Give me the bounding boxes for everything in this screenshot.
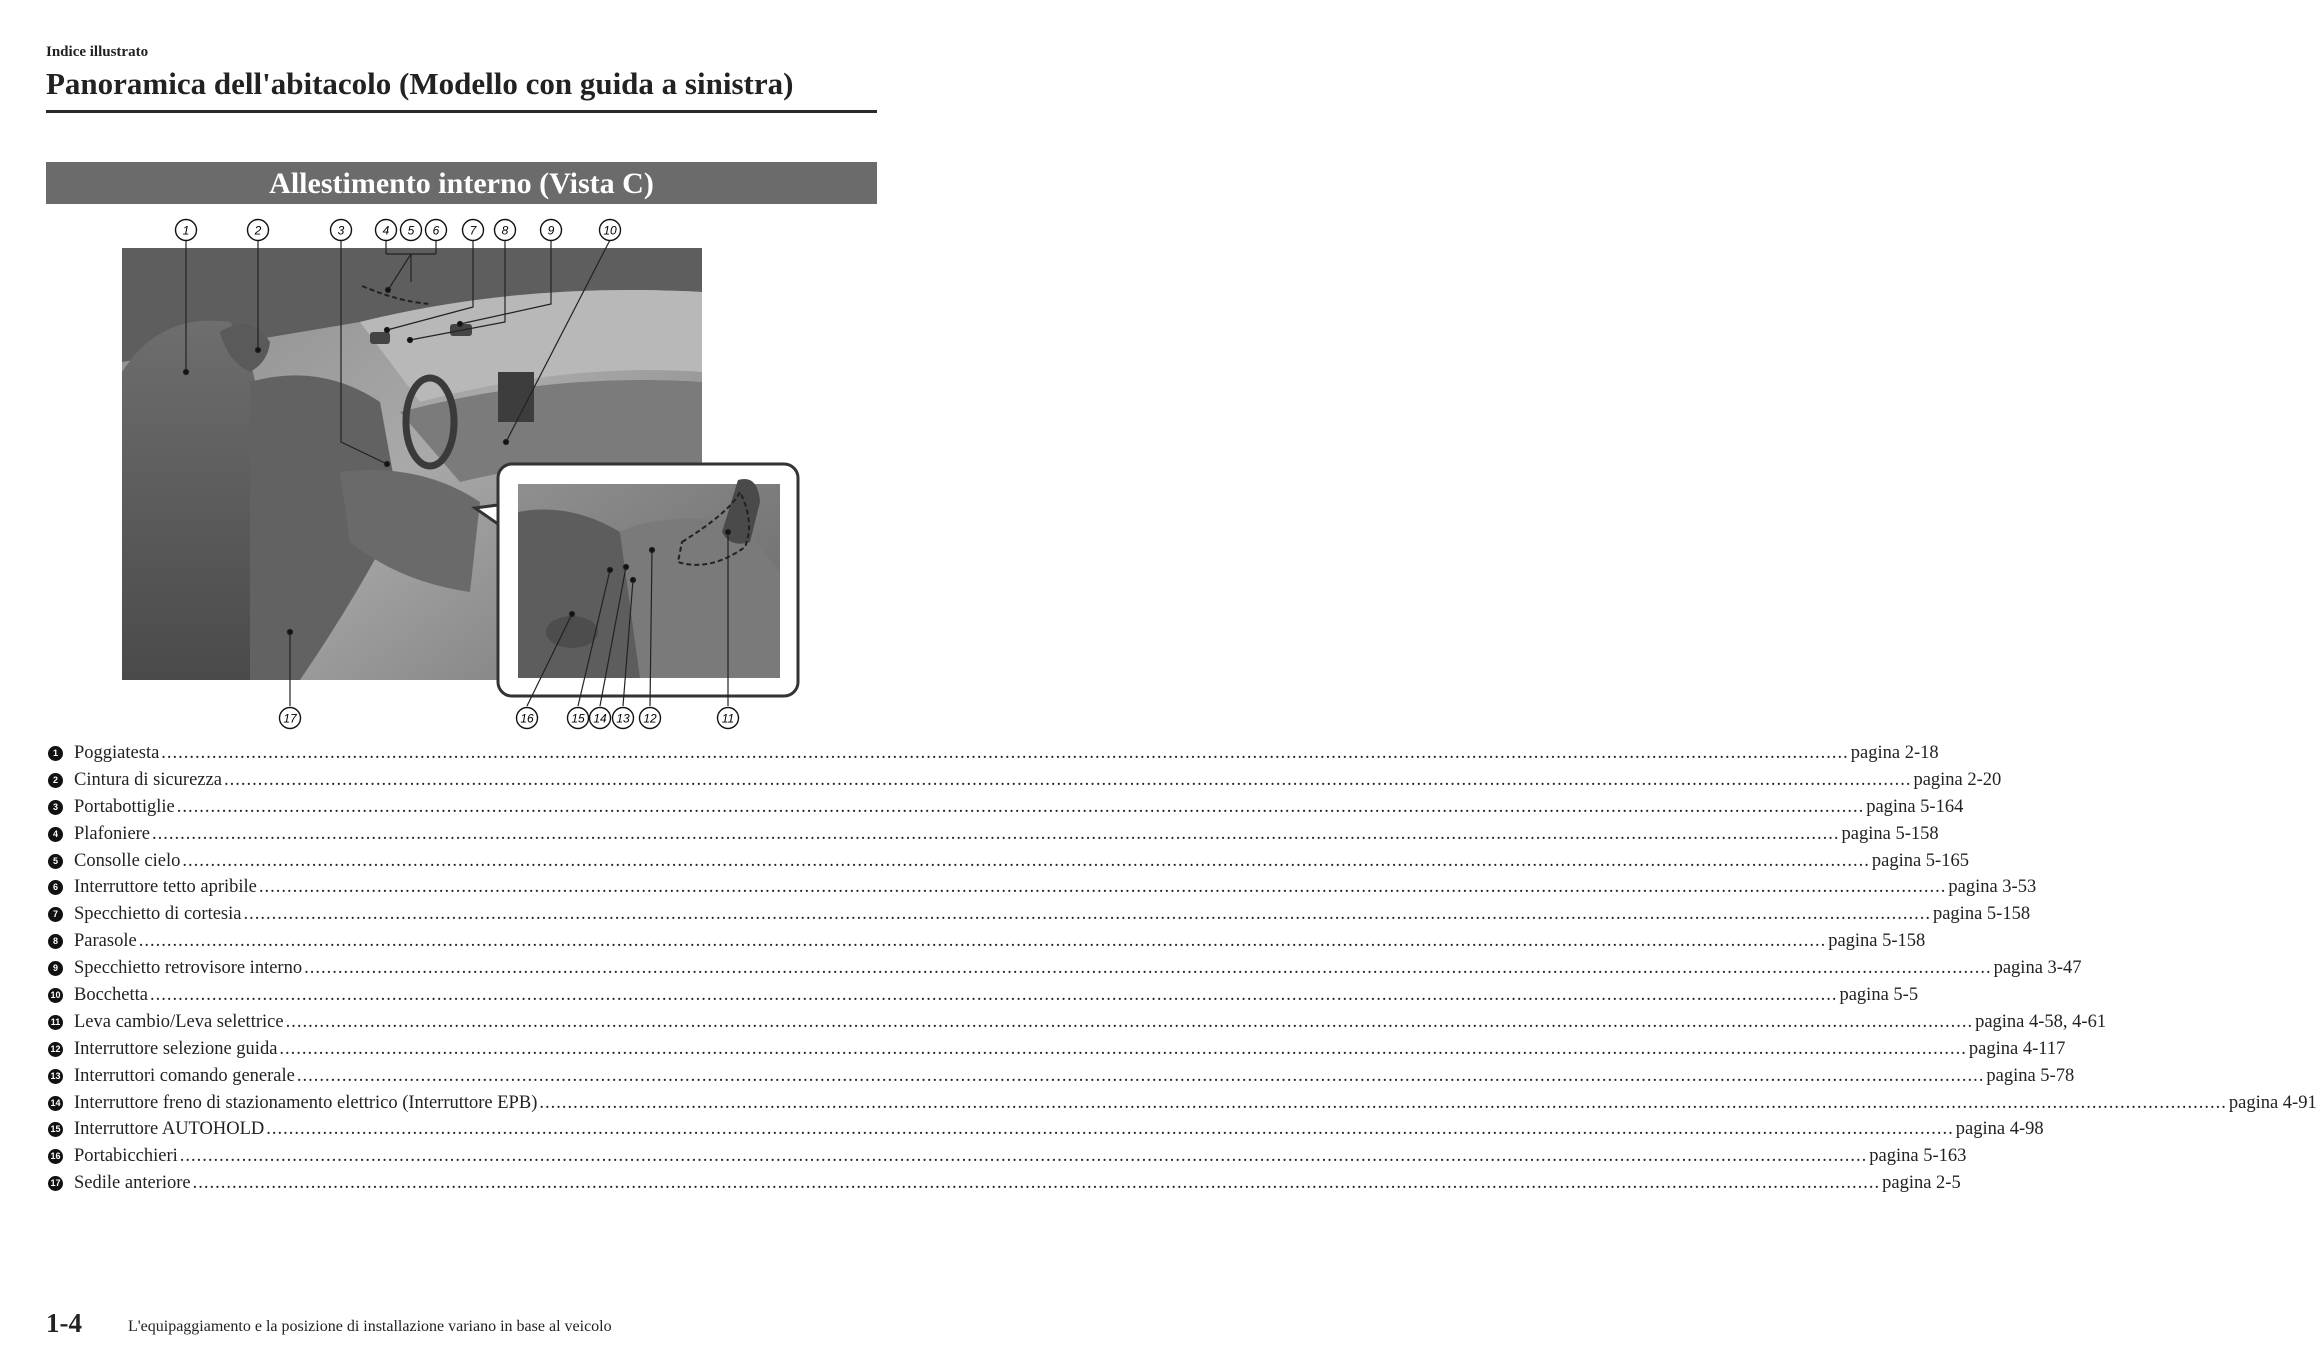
legend-item bbox=[46, 740, 1939, 767]
page-reference: pagina 5-164 bbox=[1866, 796, 1964, 817]
dot-leader: ............................................................................................................................................................................................................................................................................................................ bbox=[223, 769, 1912, 790]
legend-item bbox=[46, 1090, 2317, 1117]
callout-number-badge: 3 bbox=[48, 800, 63, 815]
callout-marker bbox=[718, 708, 739, 729]
section-label: Indice illustrato bbox=[46, 44, 149, 60]
legend-item bbox=[46, 1170, 1961, 1197]
legend-entry bbox=[74, 874, 2037, 901]
dot-leader: ............................................................................................................................................................................................................................................................................................................ bbox=[149, 985, 1838, 1006]
section-banner: Allestimento interno (Vista C) bbox=[46, 162, 877, 204]
legend-label: Consolle cielo bbox=[74, 850, 181, 871]
callout-number-badge: 11 bbox=[48, 1015, 63, 1030]
legend-label: Interruttori comando generale bbox=[74, 1065, 295, 1086]
callout-marker bbox=[463, 220, 484, 241]
page-reference: pagina 5-163 bbox=[1869, 1146, 1967, 1167]
page-reference: pagina 4-58, 4-61 bbox=[1975, 1011, 2107, 1032]
legend-entry bbox=[74, 794, 1964, 821]
callout-number-badge: 15 bbox=[48, 1122, 63, 1137]
dot-leader: ............................................................................................................................................................................................................................................................................................................ bbox=[138, 931, 1827, 952]
callout-number-badge: 8 bbox=[48, 934, 63, 949]
callout-number: 3 bbox=[337, 223, 345, 238]
callout-number-badge: 4 bbox=[48, 827, 63, 842]
dot-leader: ............................................................................................................................................................................................................................................................................................................ bbox=[539, 1092, 2227, 1113]
callout-number: 6 bbox=[432, 223, 440, 238]
dot-leader: ............................................................................................................................................................................................................................................................................................................ bbox=[285, 1011, 1974, 1032]
dot-leader: ............................................................................................................................................................................................................................................................................................................ bbox=[179, 1146, 1868, 1167]
callout-number-badge: 16 bbox=[48, 1149, 63, 1164]
callout-number: 9 bbox=[547, 223, 555, 238]
legend-entry bbox=[74, 821, 1939, 848]
callout-number: 15 bbox=[571, 711, 585, 726]
callout-number: 13 bbox=[616, 711, 630, 726]
legend-label: Interruttore tetto apribile bbox=[74, 877, 257, 898]
legend-entry bbox=[74, 955, 2082, 982]
legend-label: Portabicchieri bbox=[74, 1146, 178, 1167]
callout-marker bbox=[517, 708, 538, 729]
callout-marker bbox=[280, 708, 301, 729]
legend-entry bbox=[74, 982, 1919, 1009]
page-reference: pagina 2-20 bbox=[1913, 769, 2002, 790]
legend-list bbox=[46, 740, 2317, 1197]
callout-number: 5 bbox=[407, 223, 415, 238]
callout-number: 16 bbox=[520, 711, 534, 726]
legend-item bbox=[46, 1143, 1967, 1170]
callout-number-badge: 1 bbox=[48, 746, 63, 761]
legend-item bbox=[46, 901, 2031, 928]
legend-entry bbox=[74, 1036, 2066, 1063]
callout-number-badge: 17 bbox=[48, 1176, 63, 1191]
legend-item bbox=[46, 794, 1964, 821]
page-title: Panoramica dell'abitacolo (Modello con guida a sinistra) bbox=[46, 66, 794, 101]
dot-leader: ............................................................................................................................................................................................................................................................................................................ bbox=[176, 796, 1865, 817]
legend-entry bbox=[74, 767, 2002, 794]
dot-leader: ............................................................................................................................................................................................................................................................................................................ bbox=[304, 958, 1992, 979]
page-reference: pagina 3-47 bbox=[1993, 958, 2082, 979]
legend-entry bbox=[74, 1090, 2317, 1117]
dot-leader: ............................................................................................................................................................................................................................................................................................................ bbox=[279, 1038, 1967, 1059]
legend-label: Cintura di sicurezza bbox=[74, 769, 222, 790]
page-reference: pagina 5-158 bbox=[1828, 931, 1926, 952]
legend-item bbox=[46, 982, 1919, 1009]
dot-leader: ............................................................................................................................................................................................................................................................................................................ bbox=[243, 904, 1931, 925]
legend-item bbox=[46, 1009, 2107, 1036]
dot-leader: ............................................................................................................................................................................................................................................................................................................ bbox=[258, 877, 1947, 898]
page-reference: pagina 5-78 bbox=[1986, 1065, 2075, 1086]
legend-item bbox=[46, 848, 1969, 875]
legend-label: Plafoniere bbox=[74, 823, 151, 844]
legend-item bbox=[46, 1036, 2066, 1063]
callout-marker bbox=[590, 708, 611, 729]
page-number: 1-4 bbox=[46, 1308, 82, 1338]
callout-marker bbox=[495, 220, 516, 241]
callout-marker bbox=[248, 220, 269, 241]
callout-number: 7 bbox=[469, 223, 477, 238]
legend-label: Interruttore AUTOHOLD bbox=[74, 1119, 265, 1140]
page-reference: pagina 4-91 bbox=[2228, 1092, 2317, 1113]
legend-item bbox=[46, 1116, 2044, 1143]
dot-leader: ............................................................................................................................................................................................................................................................................................................ bbox=[182, 850, 1870, 871]
callout-marker bbox=[401, 220, 422, 241]
page-reference: pagina 5-158 bbox=[1841, 823, 1939, 844]
callout-number-badge: 12 bbox=[48, 1042, 63, 1057]
callout-number: 4 bbox=[382, 223, 390, 238]
callout-marker bbox=[541, 220, 562, 241]
legend-item bbox=[46, 1063, 2075, 1090]
callout-number: 2 bbox=[254, 223, 262, 238]
callout-marker bbox=[376, 220, 397, 241]
page-reference: pagina 2-18 bbox=[1850, 743, 1939, 763]
callout-number-badge: 13 bbox=[48, 1069, 63, 1084]
legend-label: Bocchetta bbox=[74, 985, 148, 1006]
legend-entry bbox=[74, 1116, 2044, 1143]
legend-entry bbox=[74, 1009, 2107, 1036]
console-inset bbox=[475, 464, 798, 696]
callout-marker bbox=[331, 220, 352, 241]
legend-label: Specchietto retrovisore interno bbox=[74, 958, 303, 979]
callout-marker bbox=[613, 708, 634, 729]
callout-marker bbox=[640, 708, 661, 729]
legend-entry bbox=[74, 928, 1926, 955]
dot-leader: ............................................................................................................................................................................................................................................................................................................ bbox=[161, 743, 1849, 763]
dot-leader: ............................................................................................................................................................................................................................................................................................................ bbox=[192, 1173, 1881, 1194]
callout-marker bbox=[568, 708, 589, 729]
legend-entry bbox=[74, 1170, 1961, 1197]
callout-number: 10 bbox=[603, 223, 617, 238]
legend-label: Interruttore freno di stazionamento elettrico (Interruttore EPB) bbox=[74, 1092, 538, 1113]
legend-label: Parasole bbox=[74, 931, 137, 952]
interior-illustration bbox=[100, 212, 840, 742]
callout-number-badge: 5 bbox=[48, 854, 63, 869]
callout-number: 17 bbox=[283, 711, 297, 726]
callout-number-badge: 9 bbox=[48, 961, 63, 976]
callout-number-badge: 7 bbox=[48, 907, 63, 922]
legend-item bbox=[46, 821, 1939, 848]
legend-entry bbox=[74, 740, 1939, 767]
legend-label: Leva cambio/Leva selettrice bbox=[74, 1011, 284, 1032]
legend-label: Specchietto di cortesia bbox=[74, 904, 242, 925]
dot-leader: ............................................................................................................................................................................................................................................................................................................ bbox=[296, 1065, 1985, 1086]
callout-number: 11 bbox=[721, 711, 735, 726]
legend-label: Portabottiglie bbox=[74, 796, 175, 817]
page-reference: pagina 3-53 bbox=[1948, 877, 2037, 898]
page-reference: pagina 5-165 bbox=[1871, 850, 1969, 871]
dot-leader: ............................................................................................................................................................................................................................................................................................................ bbox=[152, 823, 1840, 844]
page-reference: pagina 4-117 bbox=[1968, 1038, 2066, 1059]
legend-label: Sedile anteriore bbox=[74, 1173, 191, 1194]
legend-item bbox=[46, 874, 2037, 901]
page-reference: pagina 5-158 bbox=[1932, 904, 2031, 925]
callout-number: 8 bbox=[501, 223, 509, 238]
callout-number-badge: 6 bbox=[48, 880, 63, 895]
callout-number-badge: 10 bbox=[48, 988, 63, 1003]
dot-leader: ............................................................................................................................................................................................................................................................................................................ bbox=[266, 1119, 1954, 1140]
page-reference: pagina 2-5 bbox=[1882, 1173, 1961, 1194]
legend-entry bbox=[74, 1143, 1967, 1170]
page-reference: pagina 4-98 bbox=[1955, 1119, 2044, 1140]
callout-marker bbox=[600, 220, 621, 241]
footer-note: L'equipaggiamento e la posizione di installazione variano in base al veicolo bbox=[128, 1318, 612, 1335]
title-divider bbox=[46, 110, 877, 113]
callout-marker bbox=[426, 220, 447, 241]
legend-item bbox=[46, 928, 1926, 955]
page-reference: pagina 5-5 bbox=[1839, 985, 1919, 1006]
legend-entry bbox=[74, 848, 1969, 875]
callout-number: 1 bbox=[182, 223, 190, 238]
callout-number-badge: 14 bbox=[48, 1096, 63, 1111]
callout-number: 14 bbox=[593, 711, 607, 726]
callout-number-badge: 2 bbox=[48, 773, 63, 788]
legend-label: Poggiatesta bbox=[74, 743, 160, 763]
legend-entry bbox=[74, 901, 2031, 928]
legend-item bbox=[46, 767, 2002, 794]
callout-marker bbox=[176, 220, 197, 241]
legend-item bbox=[46, 955, 2082, 982]
legend-entry bbox=[74, 1063, 2075, 1090]
legend-label: Interruttore selezione guida bbox=[74, 1038, 278, 1059]
callout-number: 12 bbox=[643, 711, 657, 726]
